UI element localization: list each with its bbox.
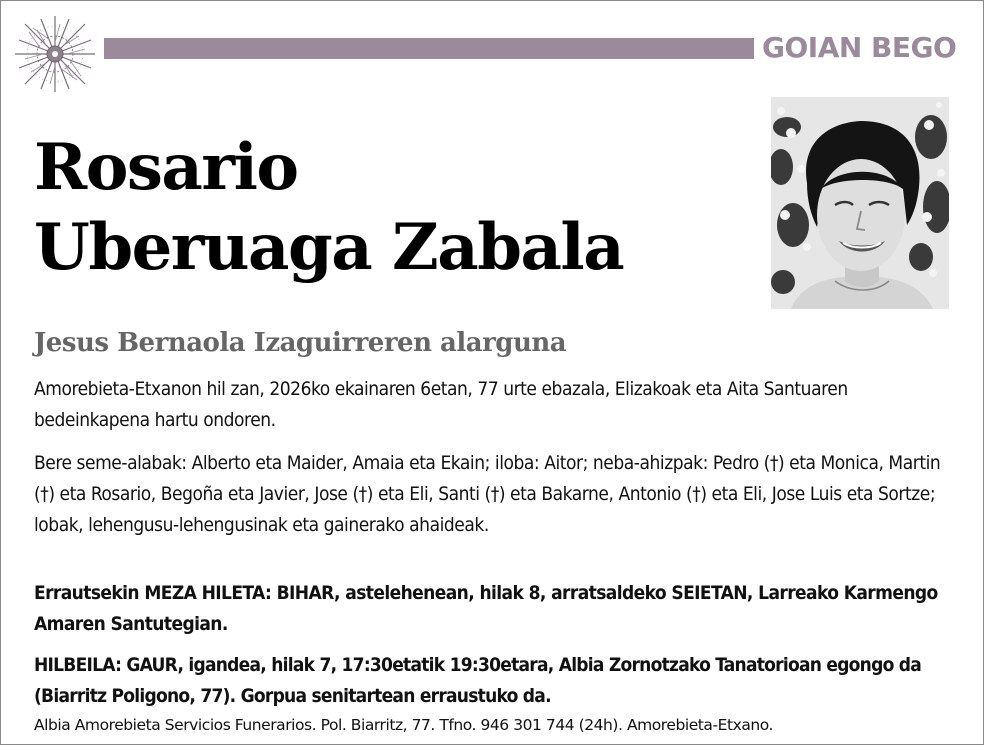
- surnames: Uberuaga Zabala: [34, 210, 624, 285]
- deceased-name: [34, 128, 623, 288]
- first-name: Rosario: [34, 130, 298, 205]
- portrait-photo-icon: [771, 97, 949, 309]
- header-label: GOIAN BEGO: [762, 31, 957, 64]
- widow-of-subtitle: Jesus Bernaola Izaguirreren alarguna: [34, 328, 567, 358]
- family-text: Bere seme-alabak: Alberto eta Maider, Amaia eta Ekain; iloba: Aitor; neba-ahizpak: Pedro (†) eta Monica, Martin (†) eta Rosario, Begoña eta Javier, Jose (†) eta Eli, Santi (†) eta Bakarne, Antonio (†) eta Eli, Jose Luis eta Sortze; lobak, lehengusu-lehengusinak eta gainerako ahaideak.: [34, 452, 941, 536]
- funeral-home-footer: Albia Amorebieta Servicios Funerarios. Pol. Biarritz, 77. Tfno. 946 301 744 (24h). Amorebieta-Etxano.: [34, 716, 773, 734]
- funeral-mass-text: Errautsekin MEZA HILETA: BIHAR, astelehenean, hilak 8, arratsaldeko SEIETAN, Larreako Karmengo Amaren Santutegian.: [34, 582, 938, 635]
- header-bar: [104, 38, 754, 59]
- lauburu-flower-icon: [12, 12, 98, 96]
- wake-text: HILBEILA: GAUR, igandea, hilak 7, 17:30etatik 19:30etara, Albia Zornotzako Tanatorioan egongo da (Biarritz Poligono, 77). Gorpua senitartean erraustuko da.: [34, 654, 922, 707]
- death-notice-text: Amorebieta-Etxanon hil zan, 2026ko ekainaren 6etan, 77 urte ebazala, Elizakoak eta Aita Santuaren bedeinkapena hartu ondoren.: [34, 378, 848, 431]
